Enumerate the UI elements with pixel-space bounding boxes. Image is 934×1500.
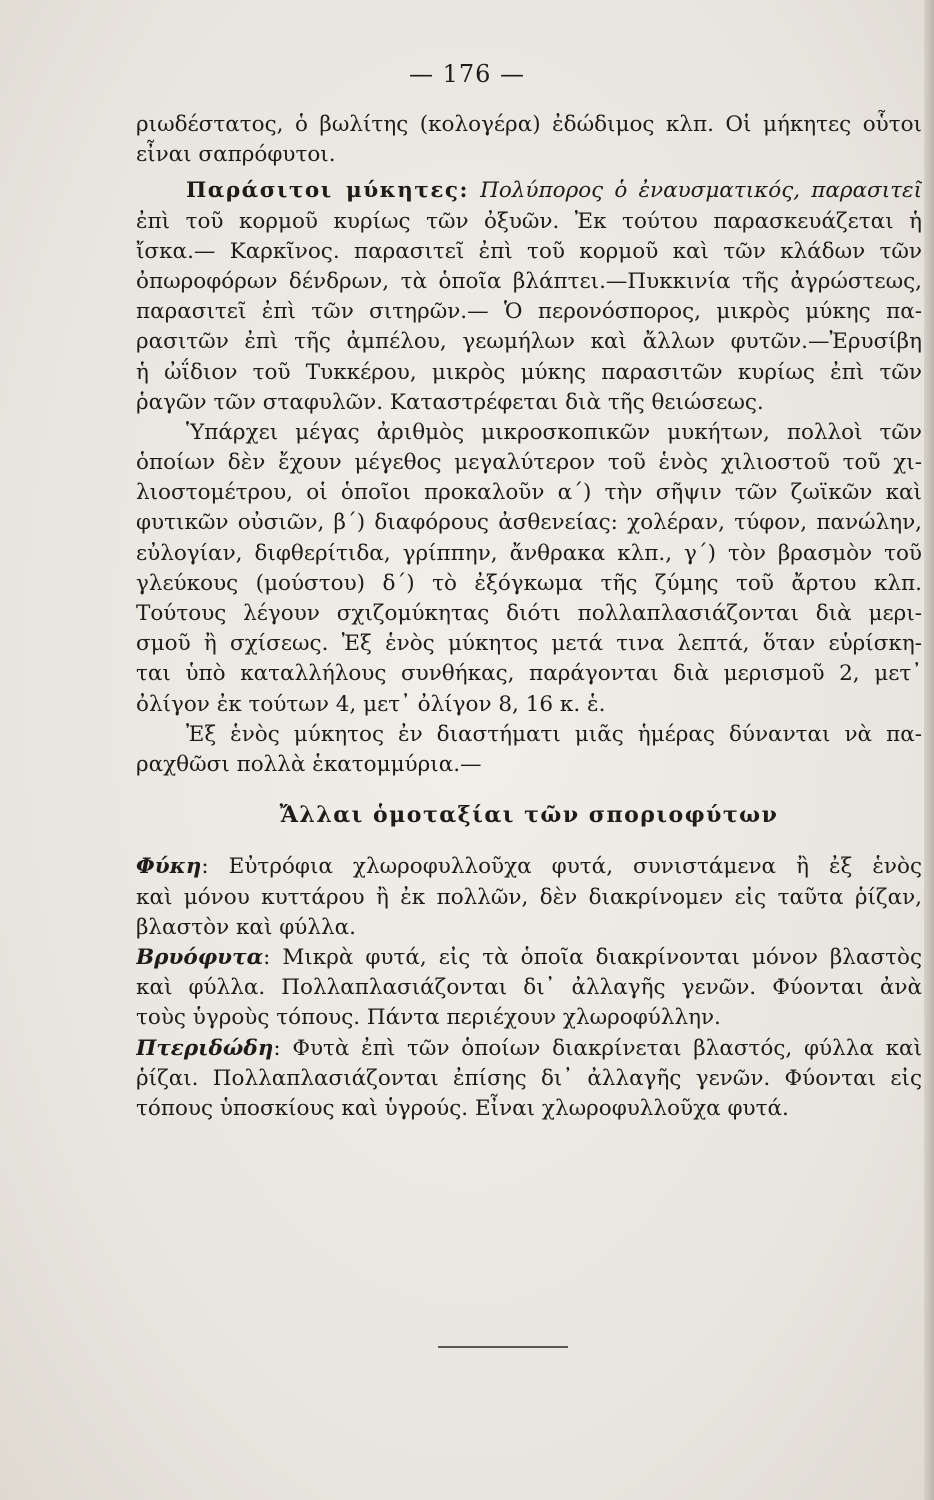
entry-term: Πτεριδώδη: [136, 1035, 274, 1061]
text-line: Τούτους λέγουν σχιζομύκητας διότι πολλαπλασιάζονται διὰ μερι-: [136, 601, 922, 627]
text-line: [136, 176, 922, 206]
text-span: : Μικρὰ φυτά, εἰς τὰ ὁποῖα διακρίνονται μόνον βλαστὸς: [263, 944, 922, 970]
text-span: : Εὐτρόφια χλωροφυλλοῦχα φυτά, συνιστάμενα ἢ ἐξ ἑνὸς: [201, 854, 922, 880]
entry-term: Φύκη: [136, 854, 202, 880]
text-line: ἡ ὠΐδιον τοῦ Τυκκέρου, μικρὸς μύκης παρασιτῶν κυρίως ἐπὶ τῶν: [136, 359, 922, 385]
text-line: [136, 1034, 922, 1064]
text-line: ὀπωροφόρων δένδρων, τὰ ὁποῖα βλάπτει.—Πυκκινία τῆς ἀγρώστεως,: [136, 268, 922, 294]
page-text: [136, 110, 922, 1124]
text-line: Ἐξ ἑνὸς μύκητος ἐν διαστήματι μιᾶς ἡμέρας δύνανται νὰ πα-: [186, 721, 922, 747]
page-number: — 176 —: [408, 60, 526, 88]
entry-term: Βρυόφυτα: [136, 944, 264, 970]
text-line: φυτικῶν οὐσιῶν, β΄) διαφόρους ἀσθενείας: χολέραν, τύφον, πανώλην,: [136, 510, 922, 536]
end-rule: [438, 1346, 568, 1348]
text-line: Ὑπάρχει μέγας ἀριθμὸς μικροσκοπικῶν μυκήτων, πολλοὶ τῶν: [186, 419, 922, 445]
text-line: παρασιτεῖ ἐπὶ τῶν σιτηρῶν.— Ὁ περονόσπορος, μικρὸς μύκης πα-: [136, 299, 922, 325]
text-line: [136, 852, 922, 882]
text-line: καὶ φύλλα. Πολλαπλασιάζονται δι᾽ ἀλλαγῆς γενῶν. Φύονται ἀνὰ: [136, 975, 922, 1001]
text-line: βλαστὸν καὶ φύλλα.: [136, 914, 356, 940]
text-line: ῥαγῶν τῶν σταφυλῶν. Καταστρέφεται διὰ τῆς θειώσεως.: [136, 389, 764, 415]
text-line: σμοῦ ἢ σχίσεως. Ἐξ ἑνὸς μύκητος μετά τινα λεπτά, ὅταν εὑρίσκη-: [136, 631, 922, 657]
text-line: τοὺς ὑγροὺς τόπους. Πάντα περιέχουν χλωροφύλλην.: [136, 1005, 721, 1031]
text-line: εὐλογίαν, διφθερίτιδα, γρίππην, ἄνθρακα κλπ., γ΄) τὸν βρασμὸν τοῦ: [136, 540, 922, 566]
paragraph-heading: Παράσιτοι μύκητες:: [186, 178, 469, 204]
section-heading: Ἄλλαι ὁμοταξίαι τῶν σποριοφύτων: [279, 802, 779, 829]
text-line: ριωδέστατος, ὁ βωλίτης (κολογέρα) ἐδώδιμος κλπ. Οἱ μήκητες οὗτοι: [136, 112, 922, 137]
text-line: ται ὑπὸ καταλλήλους συνθήκας, παράγονται διὰ μερισμοῦ 2, μετ᾽: [136, 661, 922, 687]
text-line: λιοστομέτρου, οἱ ὁποῖοι προκαλοῦν α΄) τὴν σῆψιν τῶν ζωϊκῶν καὶ: [136, 480, 922, 506]
text-line: ὁποίων δὲν ἔχουν μέγεθος μεγαλύτερον τοῦ ἑνὸς χιλιοστοῦ τοῦ χι-: [136, 450, 922, 476]
text-span: : Φυτὰ ἐπὶ τῶν ὁποίων διακρίνεται βλαστός, φύλλα καὶ: [273, 1035, 922, 1061]
text-line: ὀλίγον ἐκ τούτων 4, μετ᾽ ὀλίγον 8, 16 κ. ἑ.: [136, 691, 606, 717]
text-line: ἐπὶ τοῦ κορμοῦ κυρίως τῶν ὀξυῶν. Ἐκ τούτου παρασκευάζεται ἡ: [136, 208, 922, 234]
text-line: ἴσκα.— Καρκῖνος. παρασιτεῖ ἐπὶ τοῦ κορμοῦ καὶ τῶν κλάδων τῶν: [136, 238, 922, 264]
text-line: καὶ μόνου κυττάρου ἢ ἐκ πολλῶν, δὲν διακρίνομεν εἰς ταῦτα ῥίζαν,: [136, 884, 922, 910]
page-edge: [924, 0, 934, 1500]
text-line: εἶναι σαπρόφυτοι.: [136, 142, 336, 168]
text-line: ραχθῶσι πολλὰ ἑκατομμύρια.—: [136, 751, 482, 777]
text-line: γλεύκους (μούστου) δ΄) τὸ ἐξόγκωμα τῆς ζύμης τοῦ ἄρτου κλπ.: [136, 570, 922, 596]
text-line: ρασιτῶν ἐπὶ τῆς ἀμπέλου, γεωμήλων καὶ ἄλλων φυτῶν.—Ἐρυσίβη: [136, 329, 922, 355]
text-line: [136, 943, 922, 973]
text-line: ῥίζαι. Πολλαπλασιάζονται ἐπίσης δι᾽ ἀλλαγῆς γενῶν. Φύονται εἰς: [136, 1065, 922, 1091]
text-line: τόπους ὑποσκίους καὶ ὑγρούς. Εἶναι χλωροφυλλοῦχα φυτά.: [136, 1095, 789, 1121]
text-span: Πολύπορος ὁ ἐναυσματικός, παρασιτεῖ: [480, 178, 922, 204]
